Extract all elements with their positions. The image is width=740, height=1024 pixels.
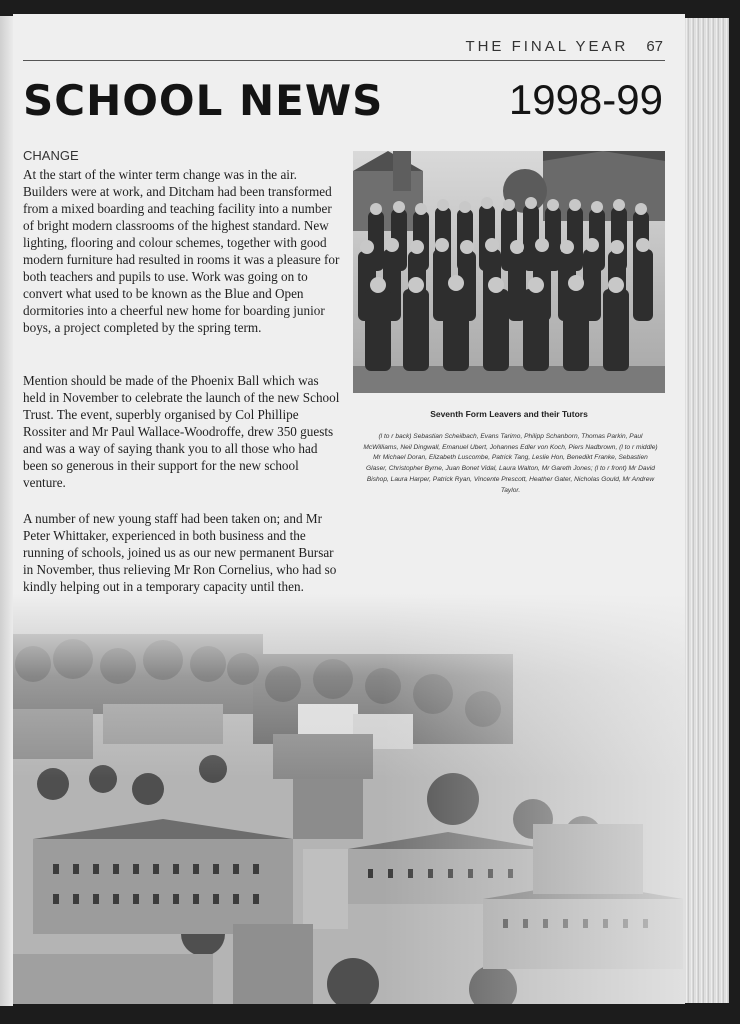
adjacent-page-edge (0, 16, 13, 1006)
paragraph-text: A number of new young staff had been taken on; and Mr Peter Whittaker, experienced in both business and the running of schools, joined us as our new permanent Bursar in November, thus relieving Mr Ron Cornelius, who had so kindly helping out in a temporary capacity until then. (23, 511, 337, 594)
document-page (13, 14, 685, 1004)
book-page-edges (685, 18, 729, 1003)
page-title: SCHOOL NEWS (23, 76, 384, 125)
aerial-campus-illustration (13, 594, 685, 1004)
article-paragraph-2 (23, 372, 341, 491)
page-number: 67 (646, 38, 663, 55)
aerial-campus-photo (13, 594, 685, 1004)
page-year: 1998-99 (508, 76, 663, 123)
paragraph-text: Mention should be made of the Phoenix Ball which was held in November to celebrate the launch of the new School Trust. The event, superbly organised by Col Phillipe Rossiter and Mr Paul Wallace-Woodroffe, drew 350 guests and was a way of saying thank you to all those who had been so generous in their support for the new school venture. (23, 373, 340, 490)
photo-caption-title: Seventh Form Leavers and their Tutors (430, 409, 588, 419)
header-rule (23, 60, 665, 61)
paragraph-text: At the start of the winter term change was in the air. Builders were at work, and Ditcham had been transformed from a mixed boarding and teaching facility into a number of bright modern classrooms of the highest standard. New lighting, flooring and colour schemes, together with good modern furniture had resulted in rooms it was a pleasure for both teachers and pupils to use. Work was going on to convert what used to be known as the Blue and Open dormitories into a cheerful new home for boarding junior boys, a project completed by the spring term. (23, 167, 340, 335)
article-paragraph-1 (23, 166, 341, 336)
running-title: THE FINAL YEAR (465, 38, 629, 55)
group-photo (353, 151, 665, 393)
photo-caption-names: (l to r back) Sebastian Scheilbach, Evans Tarimo, Philipp Schanborn, Thomas Parkin, Paul McWilliams, Neil Dingwall, Emanuel Ubert, Johannes Edler von Koch, Piers Nadbrown, (l to r middle) Mr Michael Doran, Elizabeth Luscombe, Patrick Tang, Leslie Hon, Benedikt Franke, Sebastien Glaser, Christopher Byrne, Juan Bonet Vidal, Laura Walton, Mr Gareth Jones; (l to r front) Mr David Bishop, Laura Harper, Patrick Ryan, Vincente Prescott, Heather Gater, Nicholas Gould, Mr Andrew Taylor. (363, 433, 658, 494)
article-paragraph-3 (23, 510, 341, 595)
group-photo-illustration (353, 151, 665, 393)
running-header (465, 38, 663, 55)
section-label: CHANGE (23, 148, 79, 163)
